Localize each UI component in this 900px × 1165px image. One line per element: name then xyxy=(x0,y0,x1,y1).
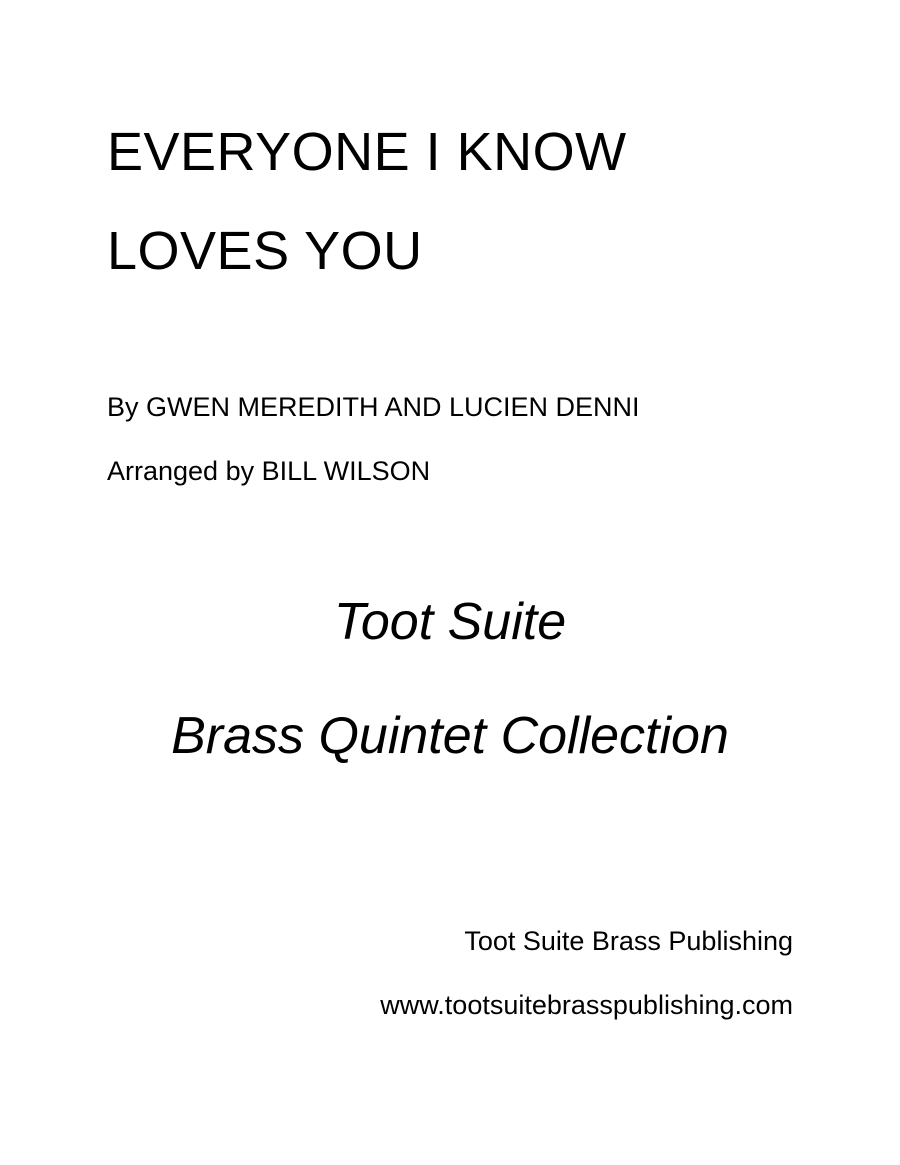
arranger-credit: Arranged by BILL WILSON xyxy=(107,456,431,486)
collection-name: Brass Quintet Collection xyxy=(171,707,729,765)
series-name: Toot Suite xyxy=(333,593,567,651)
title-line-1: EVERYONE I KNOW xyxy=(107,122,627,182)
publisher-website: www.tootsuitebrasspublishing.com xyxy=(380,990,793,1020)
publisher-name: Toot Suite Brass Publishing xyxy=(464,926,793,956)
composer-credit: By GWEN MEREDITH AND LUCIEN DENNI xyxy=(107,392,640,422)
title-line-2: LOVES YOU xyxy=(107,221,423,281)
